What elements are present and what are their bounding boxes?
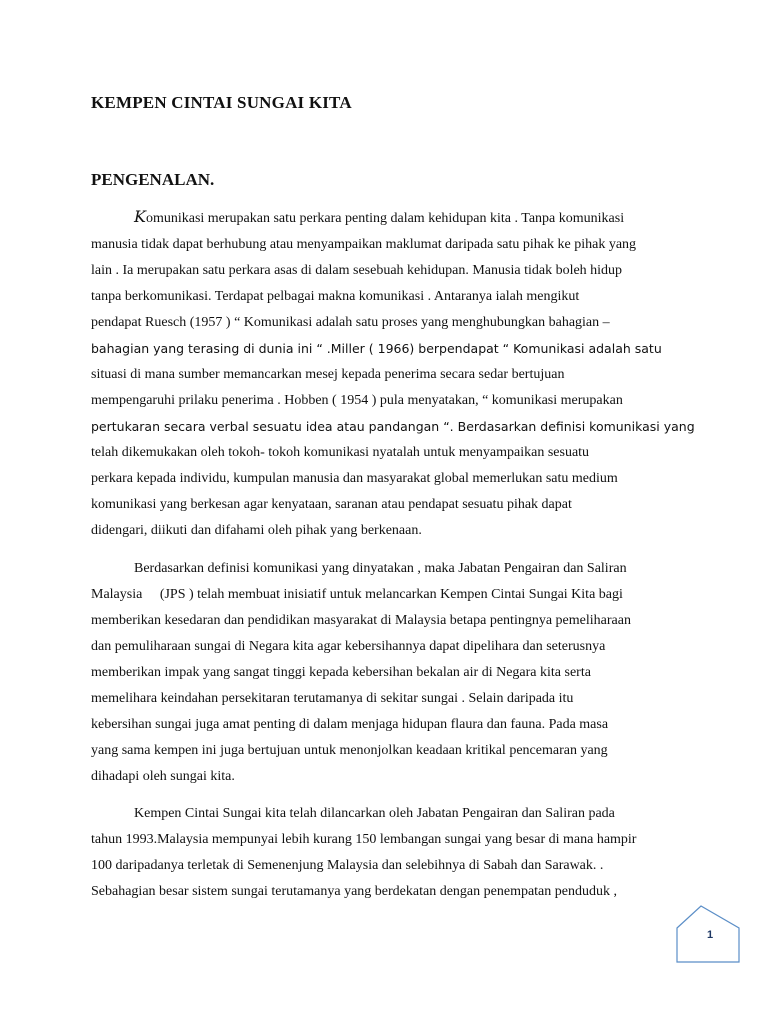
- paragraph-line: situasi di mana sumber memancarkan mesej kepada penerima secara sedar bertujuan: [91, 367, 565, 382]
- paragraph-line: dihadapi oleh sungai kita.: [91, 769, 235, 784]
- paragraph-line: didengari, diikuti dan difahami oleh pihak yang berkenaan.: [91, 523, 422, 538]
- paragraph-line: memberikan kesedaran dan pendidikan masyarakat di Malaysia betapa pentingnya pemeliharaan: [91, 613, 631, 628]
- paragraph-introduction: [91, 204, 695, 544]
- paragraph-line: tahun 1993.Malaysia mempunyai lebih kurang 150 lembangan sungai yang besar di mana hampir: [91, 832, 637, 847]
- paragraph-line: Sebahagian besar sistem sungai terutamanya yang berdekatan dengan penempatan penduduk ,: [91, 884, 617, 899]
- paragraph-line: pertukaran secara verbal sesuatu idea atau pandangan “. Berdasarkan definisi komunikasi yang: [91, 419, 695, 434]
- paragraph-line: komunikasi yang berkesan agar kenyataan, saranan atau pendapat sesuatu pihak dapat: [91, 497, 572, 512]
- paragraph-line: bahagian yang terasing di dunia ini “ .Miller ( 1966) berpendapat “ Komunikasi adalah satu: [91, 341, 662, 356]
- paragraph-line: mempengaruhi prilaku penerima . Hobben ( 1954 ) pula menyatakan, “ komunikasi merupakan: [91, 393, 623, 408]
- paragraph-line-text: omunikasi merupakan satu perkara penting dalam kehidupan kita . Tanpa komunikasi: [145, 211, 625, 226]
- paragraph-jps-initiative: [91, 556, 671, 790]
- paragraph-line: telah dikemukakan oleh tokoh- tokoh komunikasi nyatalah untuk menyampaikan sesuatu: [91, 445, 590, 460]
- paragraph-line: yang sama kempen ini juga bertujuan untuk menonjolkan keadaan kritikal pencemaran yang: [91, 743, 608, 758]
- page-number: 1: [706, 929, 714, 941]
- paragraph-line: memberikan impak yang sangat tinggi kepada kebersihan bekalan air di Negara kita serta: [91, 665, 591, 680]
- paragraph-line: memelihara keindahan persekitaran terutamanya di sekitar sungai . Selain daripada itu: [91, 691, 574, 706]
- paragraph-line: dan pemuliharaan sungai di Negara kita agar kebersihannya dapat dipelihara dan seterusnya: [91, 639, 606, 654]
- paragraph-line: Kempen Cintai Sungai kita telah dilancarkan oleh Jabatan Pengairan dan Saliran pada: [134, 806, 615, 821]
- paragraph-line: [91, 204, 671, 232]
- paragraph-line: kebersihan sungai juga amat penting di dalam menjaga hidupan flaura dan fauna. Pada masa: [91, 717, 609, 732]
- paragraph-campaign-launch: [91, 801, 671, 905]
- paragraph-line: lain . Ia merupakan satu perkara asas di dalam sesebuah kehidupan. Manusia tidak boleh hidup: [91, 263, 623, 278]
- dropcap-letter: K: [134, 207, 146, 226]
- paragraph-line: Berdasarkan definisi komunikasi yang dinyatakan , maka Jabatan Pengairan dan Saliran: [134, 561, 627, 576]
- paragraph-line: pendapat Ruesch (1957 ) “ Komunikasi adalah satu proses yang menghubungkan bahagian –: [91, 315, 610, 330]
- section-heading: PENGENALAN.: [91, 170, 215, 189]
- document-title: KEMPEN CINTAI SUNGAI KITA: [91, 93, 352, 112]
- paragraph-line: 100 daripadanya terletak di Semenenjung Malaysia dan selebihnya di Sabah dan Sarawak. .: [91, 858, 604, 873]
- page-number-badge: [675, 904, 745, 968]
- paragraph-line: Malaysia (JPS ) telah membuat inisiatif untuk melancarkan Kempen Cintai Sungai Kita bagi: [91, 587, 623, 602]
- paragraph-line: perkara kepada individu, kumpulan manusia dan masyarakat global memerlukan satu medium: [91, 471, 618, 486]
- paragraph-line: manusia tidak dapat berhubung atau menyampaikan maklumat daripada satu pihak ke pihak yang: [91, 237, 637, 252]
- paragraph-line: tanpa berkomunikasi. Terdapat pelbagai makna komunikasi . Antaranya ialah mengikut: [91, 289, 580, 304]
